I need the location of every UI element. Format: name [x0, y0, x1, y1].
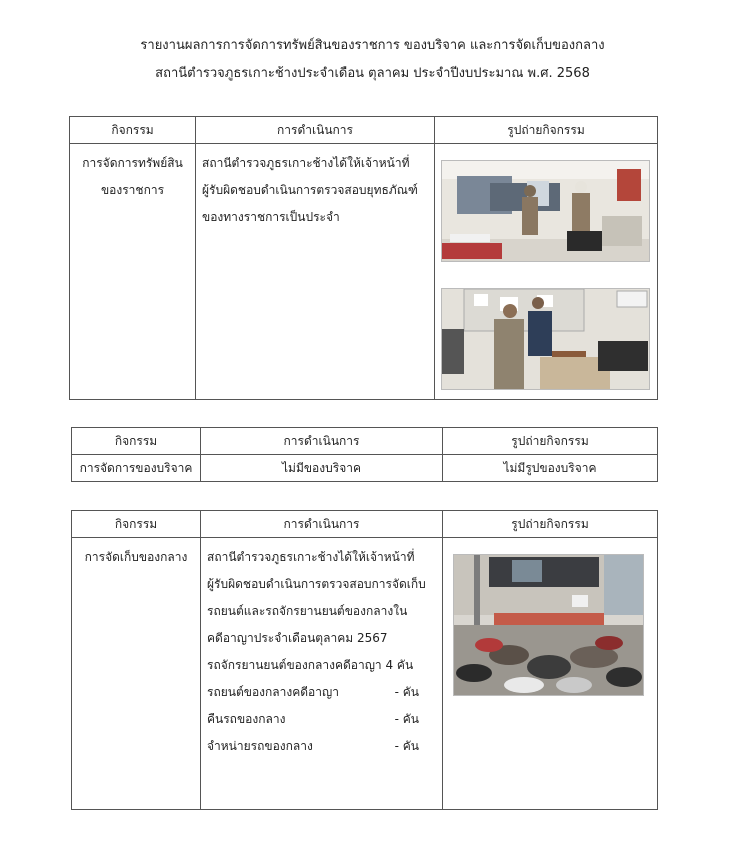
- donations-table: [71, 427, 658, 482]
- action-cell: สถานีตำรวจภูธรเกาะช้างได้ให้เจ้าหน้าที่ ผู้รับผิดชอบดำเนินการตรวจสอบการจัดเก็บ รถยนต์และรถจักรยานยนต์ของกลางใน คดีอาญาประจำเดือนตุลาคม 2567 รถจักรยานยนต์ของกลางคดีอาญา 4 คัน รถยนต์ของกลางคดีอาญา - คัน คืนรถของกลาง - คัน จำหน่ายรถของกลาง - คัน: [201, 538, 443, 810]
- action-cell: สถานีตำรวจภูธรเกาะช้างได้ให้เจ้าหน้าที่ ผู้รับผิดชอบดำเนินการตรวจสอบยุทธภัณฑ์ ของทางราชการเป็นประจำ: [196, 144, 435, 400]
- evidence-item-row: คืนรถของกลาง - คัน: [207, 712, 419, 726]
- col-action-header: การดำเนินการ: [201, 428, 443, 455]
- inspection-photo-2: [441, 288, 650, 390]
- col-action-header: การดำเนินการ: [201, 511, 443, 538]
- photo-cell: ไม่มีรูปของบริจาค: [443, 455, 658, 482]
- col-activity-header: กิจกรรม: [72, 428, 201, 455]
- evidence-vehicles-photo: [453, 554, 644, 696]
- col-photo-header: รูปถ่ายกิจกรรม: [435, 117, 658, 144]
- report-subtitle: สถานีตำรวจภูธรเกาะช้างประจำเดือน ตุลาคม ประจำปีงบประมาณ พ.ศ. 2568: [155, 66, 590, 81]
- evidence-item-row: รถยนต์ของกลางคดีอาญา - คัน: [207, 685, 419, 699]
- action-cell: ไม่มีของบริจาค: [201, 455, 443, 482]
- photo-cell: [443, 538, 658, 810]
- col-activity-header: กิจกรรม: [72, 511, 201, 538]
- activity-cell: การจัดการของบริจาค: [72, 455, 201, 482]
- photo-cell: [435, 144, 658, 400]
- col-photo-header: รูปถ่ายกิจกรรม: [443, 511, 658, 538]
- inspection-photo-1: [441, 160, 650, 262]
- col-activity-header: กิจกรรม: [70, 117, 196, 144]
- activity-cell: การจัดการทรัพย์สิน ของราชการ: [70, 144, 196, 400]
- evidence-table: [71, 510, 658, 810]
- col-photo-header: รูปถ่ายกิจกรรม: [443, 428, 658, 455]
- evidence-item-row: จำหน่ายรถของกลาง - คัน: [207, 739, 419, 753]
- col-action-header: การดำเนินการ: [196, 117, 435, 144]
- report-title: รายงานผลการการจัดการทรัพย์สินของราชการ ของบริจาค และการจัดเก็บของกลาง: [140, 38, 605, 53]
- assets-table: [69, 116, 658, 400]
- activity-cell: การจัดเก็บของกลาง: [72, 538, 201, 810]
